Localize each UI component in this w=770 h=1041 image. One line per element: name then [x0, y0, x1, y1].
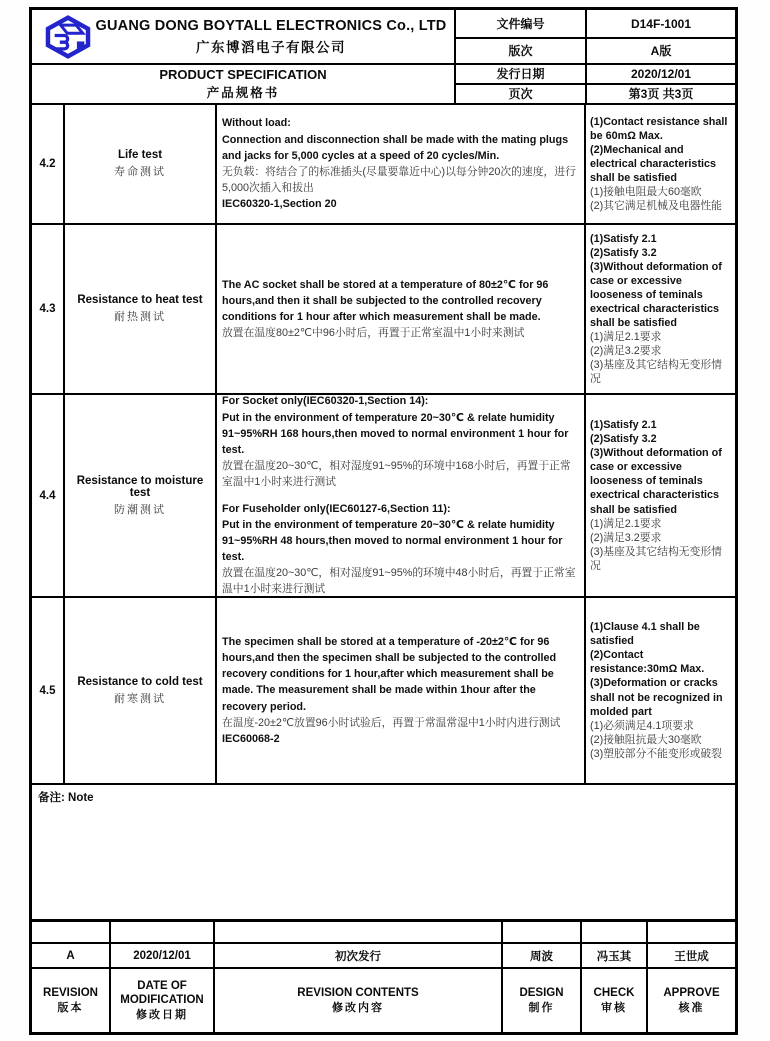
field-doc-number	[456, 10, 735, 39]
col-header-en: DESIGN	[519, 987, 564, 1000]
test-description	[217, 395, 586, 596]
description-line: The specimen shall be stored at a temperature of -20±2℃ for 96 hours,and then the specimen shall be subjected to the controlled recovery conditions for 1 hour,after which measurement shall be made. The measurement shall be made within 1hour after the recovery period.	[222, 635, 557, 713]
requirement-line: (1)满足2.1要求	[590, 331, 662, 344]
test-name	[65, 225, 217, 393]
requirement-line: (2)Satisfy 3.2	[590, 246, 657, 259]
revision-date: 2020/12/01	[111, 944, 215, 967]
revision-approve: 王世成	[674, 950, 709, 963]
revision-cell	[111, 922, 215, 942]
description-line: The AC socket shall be stored at a temperature of 80±2℃ for 96 hours,and then it shall be subjected to the controlled recovery conditions for 1 hour after which measurement shall be made.	[222, 278, 549, 323]
col-header-cn: 修改内容	[332, 1001, 384, 1014]
company-cube-logo-icon	[42, 15, 94, 59]
test-requirement	[586, 598, 735, 783]
test-name-en: Resistance to moisture test	[76, 474, 204, 499]
revision-col-header	[503, 969, 582, 1032]
test-number	[32, 225, 65, 393]
table-row-heat-test	[32, 225, 735, 395]
field-page-number	[456, 85, 735, 103]
test-number	[32, 105, 65, 223]
note-label: 备注: Note	[38, 792, 94, 804]
field-value: A版	[650, 44, 672, 59]
test-name-en: Resistance to heat test	[77, 294, 203, 306]
field-label: 发行日期	[456, 65, 587, 83]
requirement-line: (1)必须满足4.1项要求	[590, 719, 694, 732]
description-line: 在温度-20±2℃放置96小时试验后，再置于常温常湿中1小时内进行测试	[222, 716, 561, 729]
requirement-line: (3)基座及其它结构无变形情况	[590, 545, 722, 572]
spec-document-sheet	[29, 7, 738, 1035]
description-heading: For Socket only(IEC60320-1,Section 14):	[222, 395, 429, 408]
field-issue-date	[456, 65, 735, 85]
revision-col-header	[582, 969, 648, 1032]
col-header-cn: 制作	[528, 1001, 555, 1014]
note-section	[32, 785, 735, 922]
revision-col-header	[648, 969, 735, 1032]
description-line: Connection and disconnection shall be made with the mating plugs and jacks for 5,000 cycles at a speed of 20 cycles/Min.	[222, 133, 569, 162]
col-header-en: CHECK	[593, 987, 635, 1000]
requirement-line: (2)满足3.2要求	[590, 531, 662, 544]
test-number	[32, 395, 65, 596]
revision-col-header	[32, 969, 111, 1032]
col-header-en: DATE OF MODIFICATION	[120, 979, 204, 1007]
test-name-cn: 防潮测试	[114, 503, 166, 516]
test-name	[65, 105, 217, 223]
revision-col-header	[215, 969, 503, 1032]
test-number-text: 4.5	[39, 684, 56, 697]
requirement-line: (3)Without deformation of case or excessive looseness of teminals exectrical characteristics shall be satisfied	[590, 447, 722, 516]
revision-cell	[215, 922, 503, 942]
requirement-line: (1)Contact resistance shall be 60mΩ Max.	[590, 115, 728, 142]
document-title-cn: 产品规格书	[206, 86, 280, 100]
company-row	[32, 10, 454, 65]
requirement-line: (1)Clause 4.1 shall be satisfied	[590, 621, 700, 648]
revision-col-header	[111, 969, 215, 1032]
field-value: 2020/12/01	[630, 66, 692, 81]
description-line: 放置在温度20~30℃，相对湿度91~95%的环境中168小时后，再置于正常室温中1小时来进行测试	[222, 460, 571, 489]
revision-header-row	[32, 969, 735, 1032]
revision-version: A	[32, 944, 111, 967]
header-info-block	[456, 10, 735, 103]
field-label: 文件编号	[456, 10, 587, 37]
document-header	[32, 10, 735, 105]
col-header-cn: 版本	[57, 1001, 84, 1014]
description-line: IEC60068-2	[222, 732, 280, 745]
revision-contents: 初次发行	[215, 944, 503, 967]
requirement-line: (2)Satisfy 3.2	[590, 433, 657, 446]
revision-table	[32, 922, 735, 1032]
revision-design: 周波	[503, 944, 582, 967]
company-name-en: GUANG DONG BOYTALL ELECTRONICS Co., LTD	[95, 17, 447, 34]
requirement-line: (1)Satisfy 2.1	[590, 232, 657, 245]
test-description	[217, 225, 586, 393]
requirement-line: (2)其它满足机械及电器性能	[590, 200, 722, 213]
test-name-cn: 寿命测试	[114, 166, 166, 178]
requirement-line: (3)Deformation or cracks shall not be recognized in molded part	[590, 677, 723, 718]
requirement-line: (2)Contact resistance:30mΩ Max.	[590, 649, 705, 676]
col-header-cn: 审核	[601, 1001, 627, 1014]
description-line: Put in the environment of temperature 20~30℃ & relate humidity 91~95%RH 48 hours,then moved to normal environment 1 hour for test.	[222, 518, 563, 564]
revision-cell	[648, 922, 735, 942]
test-name	[65, 598, 217, 783]
test-number-text: 4.3	[39, 303, 56, 315]
test-requirement	[586, 225, 735, 393]
revision-cell	[32, 922, 111, 942]
col-header-en: REVISION	[43, 987, 98, 1000]
description-line: 放置在温度20~30℃，相对湿度91~95%的环境中48小时后，再置于正常室温中1小时来进行测试	[222, 567, 576, 596]
company-names	[94, 18, 448, 56]
company-name-cn: 广东博滔电子有限公司	[196, 39, 346, 55]
revision-cell	[582, 922, 648, 942]
header-company-block	[32, 10, 456, 103]
table-row-life-test	[32, 105, 735, 225]
field-label: 页次	[456, 85, 587, 103]
requirement-line: (3)基座及其它结构无变形情况	[590, 359, 722, 386]
field-version	[456, 39, 735, 65]
requirement-line: (2)接触阻抗最大30毫欧	[590, 733, 702, 746]
col-header-cn: 修改日期	[136, 1008, 188, 1021]
requirement-line: (2)满足3.2要求	[590, 345, 662, 358]
col-header-en: REVISION CONTENTS	[297, 987, 419, 1000]
revision-row-a	[32, 944, 735, 969]
description-line: 无负载：将结合了的标准插头(尽量要靠近中心)以每分钟20次的速度，进行5,000次插入和拔出	[222, 166, 576, 195]
test-description	[217, 105, 586, 223]
test-number-text: 4.4	[39, 489, 56, 502]
description-line: IEC60320-1,Section 20	[222, 198, 337, 211]
test-requirement	[586, 105, 735, 223]
field-label: 版次	[456, 39, 587, 63]
description-heading: For Fuseholder only(IEC60127-6,Section 11):	[222, 502, 451, 515]
description-line: Without load:	[222, 117, 291, 130]
requirement-line: (1)满足2.1要求	[590, 517, 662, 530]
test-name-cn: 耐热测试	[114, 311, 166, 323]
col-header-en: APPROVE	[663, 987, 720, 1000]
revision-cell	[503, 922, 582, 942]
col-header-cn: 核准	[678, 1001, 705, 1014]
document-title-block	[32, 65, 454, 103]
revision-row-empty	[32, 922, 735, 944]
field-value: D14F-1001	[630, 16, 692, 31]
test-name-cn: 耐寒测试	[114, 692, 166, 705]
requirement-line: (1)接触电阻最大60毫欧	[590, 186, 702, 199]
test-name-en: Life test	[117, 149, 163, 161]
document-title-en: PRODUCT SPECIFICATION	[159, 67, 327, 82]
requirement-line: (1)Satisfy 2.1	[590, 419, 657, 432]
test-number-text: 4.2	[39, 158, 56, 170]
requirement-line: (3)Without deformation of case or excessive looseness of teminals exectrical characteristics shall be satisfied	[590, 260, 722, 330]
description-line: 放置在温度80±2℃中96小时后，再置于正常室温中1小时来测试	[222, 327, 525, 340]
revision-check: 冯玉其	[582, 944, 648, 967]
test-number	[32, 598, 65, 783]
table-row-moisture-test	[32, 395, 735, 598]
test-requirement	[586, 395, 735, 596]
test-name	[65, 395, 217, 596]
requirement-line: (2)Mechanical and electrical characteristics shall be satisfied	[590, 143, 717, 185]
field-value: 第3页 共3页	[628, 87, 694, 102]
test-description	[217, 598, 586, 783]
requirement-line: (3)塑胶部分不能变形或破裂	[590, 747, 722, 760]
test-name-en: Resistance to cold test	[77, 675, 203, 688]
table-row-cold-test	[32, 598, 735, 785]
description-line: Put in the environment of temperature 20~30℃ & relate humidity 91~95%RH 168 hours,then moved to normal environment 1 hour for test.	[222, 411, 569, 456]
